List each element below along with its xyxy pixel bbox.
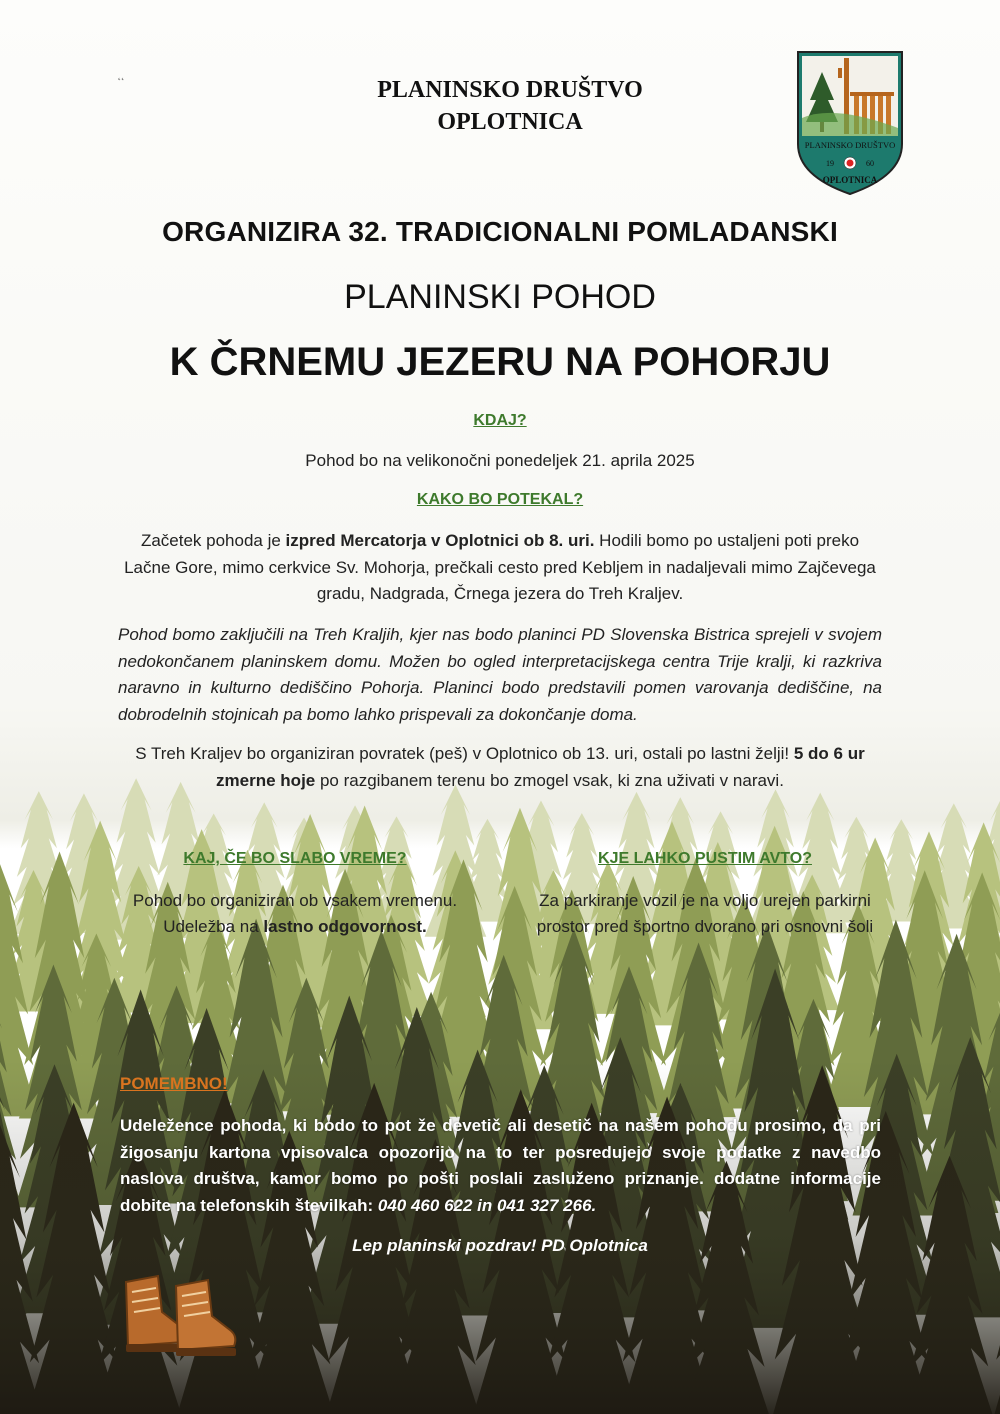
club-name: [300, 74, 720, 138]
start-paragraph-route: Hodili bomo po ustaljeni poti preko Lačne Gore, mimo cerkvice Sv. Mohorja, prečkali cesto pred Kebljem in nadaljevali mimo Zajčevega gradu, Nadgrada, Črnega jezera do Treh Kraljev.: [124, 531, 876, 603]
weather-text: [100, 888, 490, 940]
headline-organizes: ORGANIZIRA 32. TRADICIONALNI POMLADANSKI: [162, 216, 838, 247]
headline-hike: PLANINSKI POHOD: [344, 278, 656, 316]
club-name-line2: OPLOTNICA: [437, 109, 583, 135]
return-paragraph: [114, 741, 886, 794]
walking-duration: 5 do 6 ur zmerne hoje: [216, 744, 865, 790]
logo-text-top: PLANINSKO DRUŠTVO: [804, 140, 896, 150]
important-heading: POMEMBNO!: [120, 1074, 228, 1093]
start-location: izpred Mercatorja v Oplotnici ob 8. uri.: [285, 531, 595, 550]
parking-heading: KJE LAHKO PUSTIM AVTO?: [598, 850, 812, 867]
greeting: Lep planinski pozdrav! PD Oplotnica: [352, 1236, 648, 1255]
phone-numbers: 040 460 622 in 041 327 266.: [377, 1195, 597, 1215]
club-name-line1: PLANINSKO DRUŠTVO: [377, 77, 643, 103]
club-emblem-icon: [794, 48, 906, 198]
start-paragraph-intro: Začetek pohoda je: [140, 531, 286, 550]
parking-text: Za parkiranje vozil je na voljo urejen parkirni prostor pred športno dvorano pri osnovni šoli: [536, 891, 874, 936]
hiking-boots-icon: [118, 1272, 240, 1360]
weather-line2: [100, 914, 490, 940]
logo-year-right: 60: [866, 159, 874, 168]
logo-year-left: 19: [826, 159, 834, 168]
finish-paragraph: Pohod bomo zaključili na Treh Kraljih, kjer nas bodo planinci PD Slovenska Bistrica sprejeli v svojem nedokončanem planinskem domu. Možen bo ogled interpretacijskega centra Trije kralji, ki razkriva naravno in kulturno dediščino Pohorja. Planinci bodo predstavili pomen varovanja dediščine, na dobrodelnih stojnicah pa bomo lahko prispevali za dokončanje doma.: [118, 625, 882, 724]
weather-heading: KAJ, ČE BO SLABO VREME?: [183, 850, 407, 867]
how-heading: KAKO BO POTEKAL?: [416, 491, 584, 508]
return-paragraph-intro: S Treh Kraljev bo organiziran povratek (peš) v Oplotnico ob 13. uri, ostali po lastni želji!: [135, 744, 794, 763]
corner-mark: ˛˛: [118, 70, 125, 81]
important-body: Udeležence pohoda, ki bodo to pot že devetič ali desetič na našem pohodu prosimo, da pri žigosanju kartona vpisovalca opozorijo na to ter posredujejo svoje podatke z navedbo naslova društva, kamor bomo po pošti poslali zasluženo priznanje. dodatne informacije dobite na telefonskih številkah:: [120, 1116, 881, 1215]
return-paragraph-rest: po razgibanem terenu bo zmogel vsak, ki zna uživati v naravi.: [315, 770, 784, 790]
weather-line2-start: Udeležba na: [163, 917, 264, 936]
headline-destination: K ČRNEMU JEZERU NA POHORJU: [169, 340, 831, 384]
logo-text-bottom: OPLOTNICA: [822, 175, 878, 185]
start-paragraph: [118, 528, 882, 608]
when-text: Pohod bo na velikonočni ponedeljek 21. aprila 2025: [305, 451, 695, 470]
important-text: [120, 1113, 881, 1219]
own-responsibility: lastno odgovornost.: [263, 917, 427, 936]
when-heading: KDAJ?: [473, 412, 527, 429]
weather-line1: Pohod bo organiziran ob vsakem vremenu.: [132, 891, 458, 910]
